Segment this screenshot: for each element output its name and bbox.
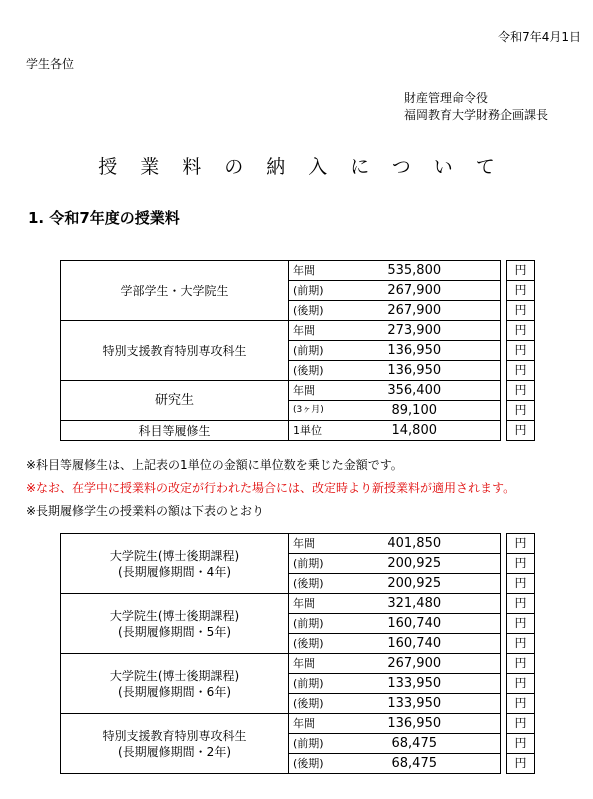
fee-amount: 535,800 [329,261,501,281]
payment-term: 年間 [289,381,329,401]
payment-term: 年間 [289,654,329,674]
currency-unit: 円 [507,261,535,281]
currency-unit: 円 [507,674,535,694]
category-line1: 特別支援教育特別専攻科生 [102,728,247,743]
currency-unit: 円 [507,301,535,321]
fee-row [61,534,535,554]
fee-amount: 200,925 [329,554,501,574]
sender-department: 福岡教育大学財務企画課長 [404,108,549,122]
category-line2: (長期履修期間・5年) [118,624,231,639]
student-category: 学部学生・大学院生 [61,261,289,321]
payment-term: (後期) [289,634,329,654]
fee-amount: 356,400 [329,381,501,401]
addressee: 学生各位 [26,57,75,71]
student-category [61,714,289,774]
fee-row [61,261,535,281]
fee-row [61,321,535,341]
fee-amount: 160,740 [329,614,501,634]
fee-amount: 136,950 [329,341,501,361]
currency-unit: 円 [507,634,535,654]
fee-amount: 321,480 [329,594,501,614]
fee-amount: 68,475 [329,734,501,754]
fee-amount: 136,950 [329,714,501,734]
payment-term: 年間 [289,534,329,554]
fee-amount: 160,740 [329,634,501,654]
currency-unit: 円 [507,401,535,421]
currency-unit: 円 [507,614,535,634]
payment-term: (3ヶ月) [289,401,329,421]
note-long-term: ※長期履修学生の授業料の額は下表のとおり [26,504,265,518]
fee-amount: 267,900 [329,654,501,674]
currency-unit: 円 [507,381,535,401]
fee-row [61,714,535,734]
note-credit-fee: ※科目等履修生は、上記表の1単位の金額に単位数を乗じた金額です。 [26,458,403,472]
payment-term: (後期) [289,694,329,714]
payment-term: (後期) [289,361,329,381]
payment-term: (前期) [289,554,329,574]
fee-amount: 401,850 [329,534,501,554]
fee-amount: 136,950 [329,361,501,381]
currency-unit: 円 [507,694,535,714]
student-category: 科目等履修生 [61,421,289,441]
student-category [61,654,289,714]
document-title: 授業料の納入について [98,156,518,178]
fee-amount: 133,950 [329,694,501,714]
fee-row [61,654,535,674]
currency-unit: 円 [507,341,535,361]
sender-block [404,90,548,124]
currency-unit: 円 [507,734,535,754]
note-fee-revision: ※なお、在学中に授業料の改定が行われた場合には、改定時より新授業料が適用されます。 [26,481,516,495]
currency-unit: 円 [507,754,535,774]
payment-term: (前期) [289,614,329,634]
category-line1: 大学院生(博士後期課程) [109,608,240,623]
fee-amount: 14,800 [329,421,501,441]
fee-amount: 267,900 [329,281,501,301]
currency-unit: 円 [507,534,535,554]
category-line2: (長期履修期間・2年) [118,744,231,759]
section-heading: 1. 令和7年度の授業料 [28,209,180,227]
currency-unit: 円 [507,281,535,301]
currency-unit: 円 [507,321,535,341]
currency-unit: 円 [507,421,535,441]
student-category: 研究生 [61,381,289,421]
fee-amount: 267,900 [329,301,501,321]
sender-title: 財産管理命令役 [404,91,489,105]
currency-unit: 円 [507,594,535,614]
payment-term: (前期) [289,281,329,301]
currency-unit: 円 [507,361,535,381]
fee-row [61,381,535,401]
payment-term: 1単位 [289,421,329,441]
fee-amount: 68,475 [329,754,501,774]
fee-row [61,594,535,614]
long-term-tuition-table [60,533,535,774]
payment-term: (前期) [289,341,329,361]
payment-term: 年間 [289,714,329,734]
fee-amount: 133,950 [329,674,501,694]
student-category [61,534,289,594]
document-date: 令和7年4月1日 [498,30,581,44]
payment-term: 年間 [289,261,329,281]
fee-row [61,421,535,441]
fee-amount: 89,100 [329,401,501,421]
payment-term: 年間 [289,321,329,341]
category-line2: (長期履修期間・6年) [118,684,231,699]
currency-unit: 円 [507,574,535,594]
payment-term: (前期) [289,734,329,754]
student-category [61,594,289,654]
fee-amount: 200,925 [329,574,501,594]
payment-term: (後期) [289,754,329,774]
tuition-table [60,260,535,441]
payment-term: (前期) [289,674,329,694]
currency-unit: 円 [507,654,535,674]
student-category: 特別支援教育特別専攻科生 [61,321,289,381]
currency-unit: 円 [507,714,535,734]
payment-term: (後期) [289,301,329,321]
category-line1: 大学院生(博士後期課程) [109,548,240,563]
currency-unit: 円 [507,554,535,574]
payment-term: 年間 [289,594,329,614]
category-line2: (長期履修期間・4年) [118,564,231,579]
payment-term: (後期) [289,574,329,594]
category-line1: 大学院生(博士後期課程) [109,668,240,683]
fee-amount: 273,900 [329,321,501,341]
